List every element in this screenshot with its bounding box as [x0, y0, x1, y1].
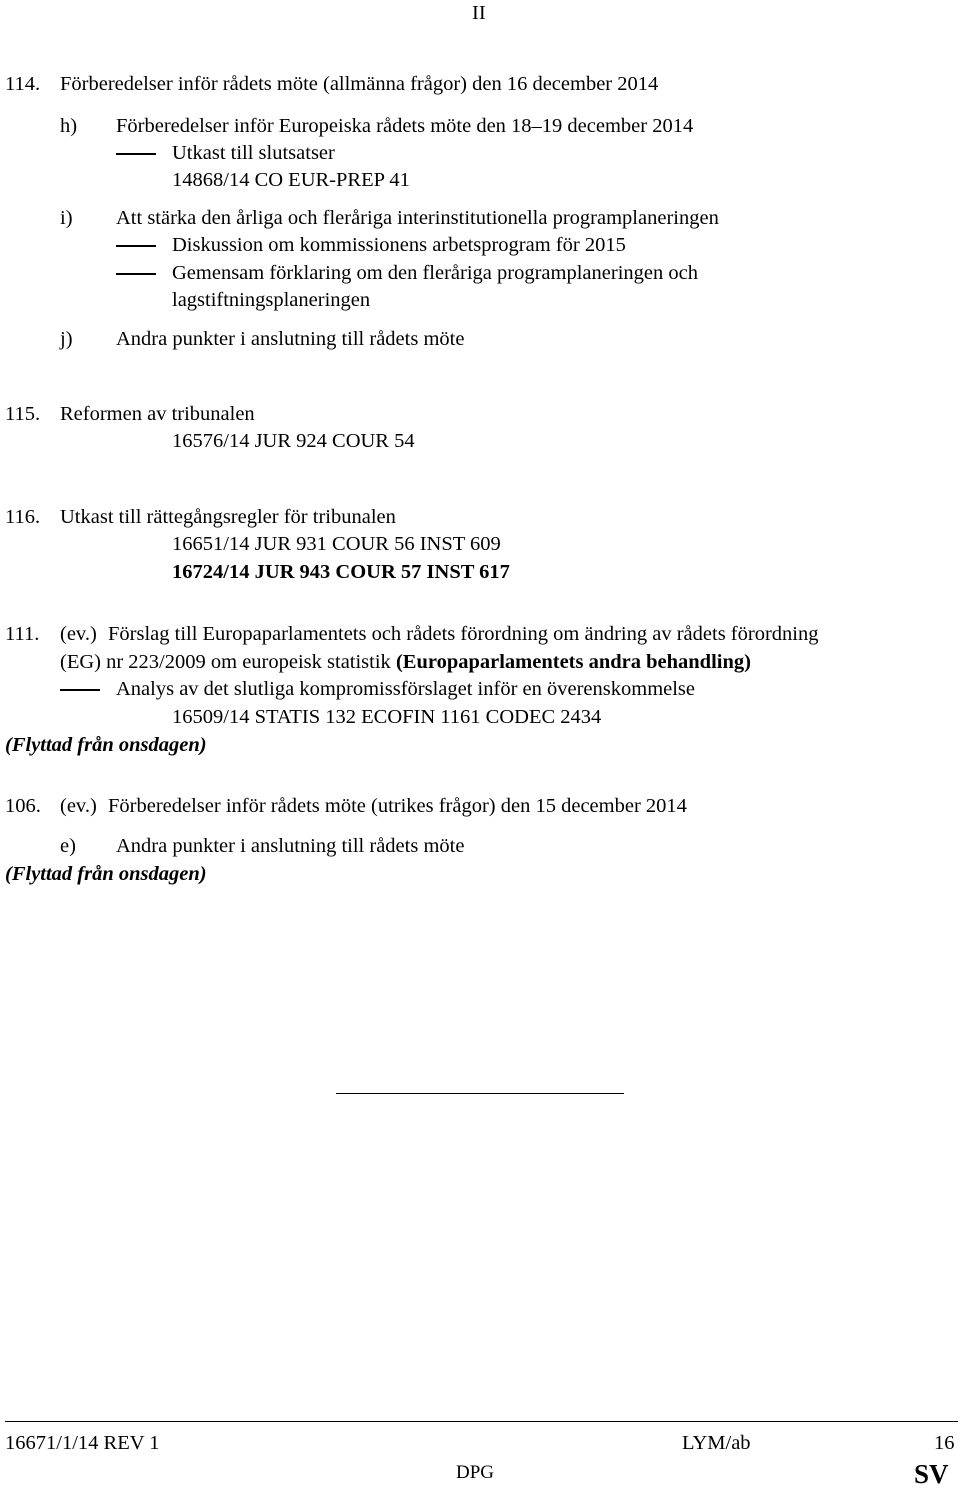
footer-doc-ref: 16671/1/14 REV 1 [5, 1432, 160, 1454]
page-marker: II [472, 2, 486, 24]
footer-page-number: 16 [934, 1432, 955, 1454]
subitem-label-e: e) [60, 835, 76, 857]
item-title-cont [60, 652, 751, 673]
item-number: 111. [5, 623, 40, 645]
end-separator [336, 1093, 624, 1094]
dash-bullet [116, 273, 156, 275]
subitem-label-h: h) [60, 115, 78, 137]
subitem-i-sub1: Diskussion om kommissionens arbetsprogram för 2015 [172, 234, 626, 256]
subitem-i-sub2: Gemensam förklaring om den fleråriga programplaneringen och [172, 262, 698, 284]
subitem-title-h: Förberedelser inför Europeiska rådets möte den 18–19 december 2014 [116, 115, 694, 137]
item-number: 114. [5, 73, 41, 95]
item-title: Reformen av tribunalen [60, 403, 255, 425]
item-title: Förberedelser inför rådets möte (utrikes frågor) den 15 december 2014 [108, 795, 687, 817]
item-prefix: (ev.) [60, 795, 97, 817]
moved-note: (Flyttad från onsdagen) [5, 863, 207, 885]
subitem-label-j: j) [60, 328, 73, 350]
subitem-i-sub2-cont: lagstiftningsplaneringen [172, 289, 371, 311]
moved-note: (Flyttad från onsdagen) [5, 734, 207, 756]
footer-lang: SV [914, 1459, 949, 1489]
item-number: 116. [5, 506, 41, 528]
document-reference: 16651/14 JUR 931 COUR 56 INST 609 [172, 533, 501, 555]
dash-bullet [60, 689, 100, 691]
item-sub: Analys av det slutliga kompromissförslaget inför en överenskommelse [116, 678, 696, 700]
footer-initials: LYM/ab [682, 1432, 751, 1454]
document-reference: 16509/14 STATIS 132 ECOFIN 1161 CODEC 2434 [172, 706, 602, 728]
dash-bullet [116, 245, 156, 247]
document-reference: 14868/14 CO EUR-PREP 41 [172, 169, 410, 191]
item-title: Utkast till rättegångsregler för tribunalen [60, 506, 396, 528]
document-reference: 16576/14 JUR 924 COUR 54 [172, 430, 415, 452]
item-number: 106. [5, 795, 41, 817]
subitem-title-i: Att stärka den årliga och fleråriga interinstitutionella programplaneringen [116, 207, 719, 229]
item-prefix: (ev.) [60, 623, 97, 645]
footer-dg: DPG [456, 1462, 495, 1483]
subitem-label-i: i) [60, 207, 73, 229]
item-title: Förberedelser inför rådets möte (allmänna frågor) den 16 december 2014 [60, 73, 659, 95]
item-title-cont-text: (EG) nr 223/2009 om europeisk statistik [60, 651, 391, 673]
subitem-h-sub: Utkast till slutsatser [172, 142, 335, 164]
subitem-title-e: Andra punkter i anslutning till rådets möte [116, 835, 465, 857]
item-title: Förslag till Europaparlamentets och rådets förordning om ändring av rådets förordning [108, 623, 819, 645]
subitem-title-j: Andra punkter i anslutning till rådets möte [116, 328, 465, 350]
footer-rule [5, 1421, 958, 1422]
item-number: 115. [5, 403, 41, 425]
document-reference-bold: 16724/14 JUR 943 COUR 57 INST 617 [172, 561, 510, 583]
dash-bullet [116, 153, 156, 155]
item-title-bold: (Europaparlamentets andra behandling) [395, 651, 751, 673]
